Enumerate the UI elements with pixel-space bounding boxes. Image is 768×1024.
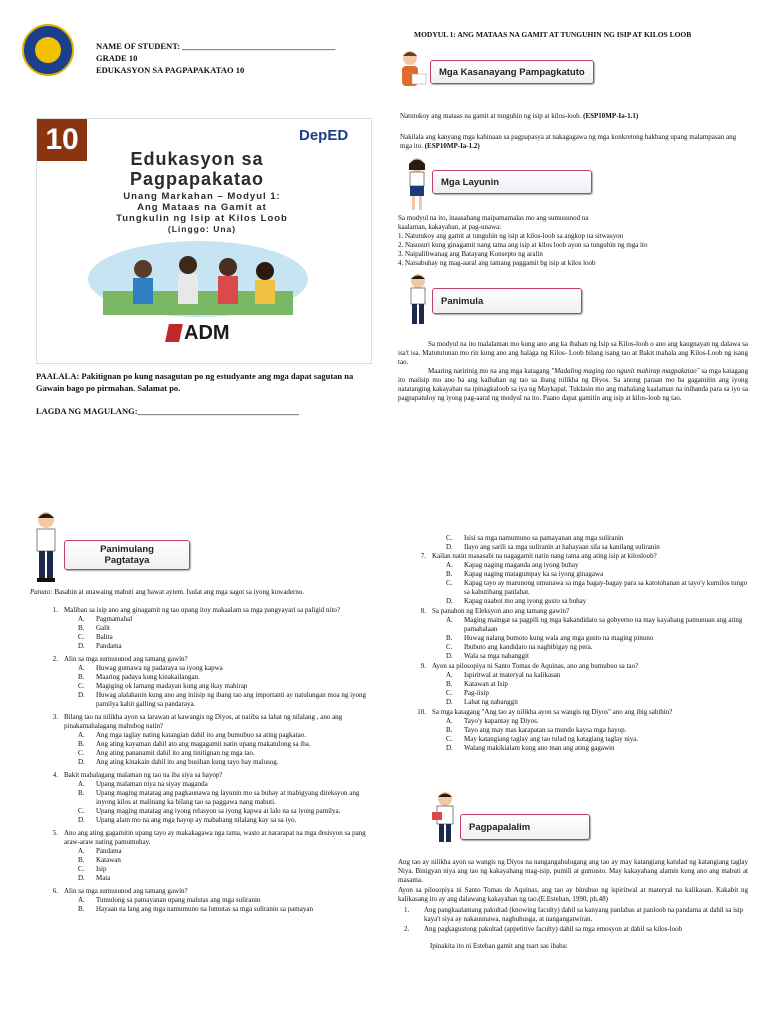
panimula-p2-quote: "Madaling maging tao ngunit mahirap magpakatao"	[551, 367, 700, 375]
quiz-option[interactable]	[412, 717, 748, 726]
student-figure-icon	[30, 510, 62, 584]
quiz-option[interactable]	[46, 749, 371, 758]
quiz-option[interactable]	[412, 744, 748, 753]
quiz-option-letter: C.	[78, 865, 85, 873]
quiz-question-text: Alin sa mga sumusunod ang tamang gawin?	[64, 655, 188, 663]
quiz-option-text: Pandama	[96, 847, 122, 855]
pagpapalalim-list-text: Ang pagkagustong pakultad (appetitive faculty) dahil sa mga emosyon at dahil sa kilos-loob	[424, 925, 683, 933]
quiz-questions-right	[412, 552, 748, 754]
quiz-option[interactable]	[46, 780, 371, 789]
quiz-option-letter: A.	[446, 717, 453, 725]
quiz-option-letter: C.	[446, 689, 453, 697]
quiz-option-letter: D.	[446, 652, 453, 660]
quiz-option-text: Huwag gumawa ng padaraya sa iyong kapwa	[96, 664, 223, 672]
quiz-option[interactable]	[46, 740, 371, 749]
quiz-option-letter: C.	[78, 749, 85, 757]
quiz-question	[412, 607, 748, 661]
quiz-option-text: Kapag naging matagumpay ka sa iyong ginagawa	[464, 570, 604, 578]
quiz-option-letter: A.	[446, 671, 453, 679]
writing-person-icon	[398, 48, 428, 94]
quiz-option-letter: B.	[78, 673, 85, 681]
layunin-intro-1: Sa modyul na ito, inaasahang maipamamalas mo ang sumusunod na	[398, 214, 589, 222]
quiz-question-stem	[46, 887, 371, 896]
quiz-question-text: Sa panahon ng Eleksyon ano ang tamang gawin?	[432, 607, 570, 615]
quiz-option-letter: C.	[446, 643, 453, 651]
quiz-option-letter: C.	[446, 534, 453, 542]
quiz-option-text: Ang ating kinakain dahil ito ang busihan kung tayo bay malusog.	[96, 758, 279, 766]
quiz-question-number: 7.	[420, 552, 426, 560]
layunin-section-bar	[432, 170, 592, 194]
quiz-option-text: Wala sa mga nabanggit	[464, 652, 529, 660]
quiz-option-letter: D.	[446, 543, 453, 551]
parent-signature-line[interactable]: LAGDA NG MAGULANG:______________________________________	[36, 406, 300, 416]
module-cover	[36, 118, 372, 364]
quiz-option[interactable]	[46, 905, 371, 914]
quiz-option-letter: B.	[446, 726, 453, 734]
quiz-option[interactable]	[46, 642, 371, 651]
pagtataya-label-2: Pagtataya	[104, 555, 150, 566]
quiz-option[interactable]	[412, 652, 748, 661]
pagpapalalim-list-text: Ang pangkaalamang pakultad (knowing faculty) dahil sa kanyang panlabas at panloob na pandama at dahil sa isip kaya't siya ay nakauunawa, naghuhusga, at nangangatwiran.	[424, 906, 744, 923]
quiz-option-text: Pandama	[96, 642, 122, 650]
pagpapalalim-section-label: Pagpapalalim	[469, 821, 531, 833]
pagpapalalim-paragraph-1: Ang tao ay nilikha ayon sa wangis ng Diyos na nangangahulugang ang tao ay may katangiang katulad ng katangiang taglay Niya. Binigyan niya ang tao ng kakayahang mag-isip, pumili at gumusto. May kakayahang alamin kung ano ang mabuti at masama.	[398, 858, 748, 884]
pagpapalalim-closing: Ipinakita ito ni Esteban gamit ang tsart sas ibaba:	[430, 942, 568, 950]
quiz-question-stem	[412, 708, 748, 717]
quiz-option[interactable]	[46, 758, 371, 767]
quiz-question-stem	[46, 655, 371, 664]
quiz-option-letter: A.	[446, 616, 453, 624]
quiz-option-text: Ibubuto ang kandidato na nagbibigay ng pera.	[464, 643, 593, 651]
quiz-option-text: Upang maging matatag ang pagkaunawa ng layunin mo sa buhay at mabigyang direksyon ang inyong kilos at malinang ka bilang tao sa paggawa nang mabuti.	[96, 789, 360, 806]
quiz-question-stem	[412, 552, 748, 561]
quiz-question-text: Sa mga katagang "Ang tao ay nilikha ayon sa wangis ng Diyos" ano ang ibig sabihin?	[432, 708, 673, 716]
quiz-option-letter: D.	[78, 758, 85, 766]
student-name-field[interactable]: NAME OF STUDENT: ____________________________________	[96, 41, 336, 51]
quiz-option-text: Walang makikialam kung ano man ang ating gagawin	[464, 744, 615, 752]
quiz-option[interactable]	[46, 691, 371, 709]
quiz-option[interactable]	[46, 847, 371, 856]
layunin-item-2: 2. Nasusuri kung ginagamit nang tama ang isip at kilos loob ayon sa tunguhin ng mga ito	[398, 241, 648, 249]
panuto-text: Basahin at unawaing mabuti ang bawat aytem. Isulat ang mga sagot sa iyong kuwaderno.	[54, 588, 305, 596]
quiz-option-text: Balita	[96, 633, 113, 641]
pagpapalalim-list-item	[404, 925, 748, 934]
quiz-question-text: Kailan natin masasabi na nagagamit natin nang tama ang ating isip at kilosloob?	[432, 552, 657, 560]
quiz-option[interactable]	[46, 624, 371, 633]
quiz-option-text: Magiging ok lamang madayan kung ang ikay mahirap	[96, 682, 248, 690]
kasanayan-code-2: (ESP10MP-Ia-1.2)	[424, 142, 480, 150]
deped-logo	[299, 127, 367, 149]
quiz-option-text: Kapag naging maganda ang iyong buhay	[464, 561, 579, 569]
quiz-question-text: Bilang tao na nilikha ayon sa larawan at kawangis ng Diyos, at naiiba sa lahat ng nilalang , ano ang pinakamahalagang mahubog natin?	[64, 713, 343, 730]
quiz-question-number: 2.	[52, 655, 58, 663]
layunin-block	[398, 214, 748, 268]
kasanayan-section-bar	[430, 60, 594, 84]
quiz-question	[412, 708, 748, 753]
quiz-option[interactable]	[446, 543, 746, 552]
layunin-item-1: 1. Natutukoy ang gamit at tunguhin ng isip at kilos-loob sa angkop na sitwasyon	[398, 232, 624, 240]
quiz-option-letter: B.	[78, 789, 85, 797]
quiz-option[interactable]	[412, 616, 748, 634]
quiz-option[interactable]	[412, 726, 748, 735]
quiz-question	[46, 771, 371, 825]
quiz-option-letter: B.	[78, 624, 85, 632]
quiz-question	[46, 655, 371, 709]
quiz-option-letter: B.	[78, 905, 85, 913]
quiz-question-text: Bakit mahalagang malaman ng tao na iba siya sa hayop?	[64, 771, 223, 779]
quiz-option[interactable]	[46, 856, 371, 865]
pagpapalalim-section-bar	[460, 814, 590, 840]
quiz-option[interactable]	[412, 698, 748, 707]
quiz-option[interactable]	[46, 896, 371, 905]
kasanayan-item-2	[400, 133, 745, 151]
quiz-option-letter: D.	[78, 691, 85, 699]
pagpapalalim-paragraph-2: Ayon sa pilosopiya ni Santo Tomas de Aquinas, ang tao ay binubuo ng ispiritwal at materyal na kalikasan. Kakabit ng kalikasang ito ay ang dalawang kakayahan ng tao.(E.Esteban, 1990, ph.48)	[398, 886, 748, 903]
cover-subtitle-3: Tungkulin ng Isip at Kilos Loob	[116, 213, 288, 224]
quiz-option-letter: A.	[78, 847, 85, 855]
quiz-question-text: Ano ang ating gagamitin upang tayo ay makakagawa nga tama, wasto at nararapat na mga desisyon sa pang araw-araw nating pamumuhay.	[64, 829, 366, 846]
adm-logo-text: ADM	[184, 321, 230, 344]
quiz-question	[412, 662, 748, 707]
adm-logo	[167, 315, 247, 351]
quiz-option[interactable]	[46, 682, 371, 691]
quiz-option[interactable]	[46, 865, 371, 874]
quiz-question	[46, 829, 371, 883]
quiz-questions-left	[46, 606, 371, 918]
panimula-paragraph-1: Sa modyul na ito malalaman mo kung ano ang ka ibahan ng Isip sa Kilos-loob o ano ang kaugnayan ng dalawa sa isa't isa. Matututunan mo rin kung ano ang halaga ng Kilos- Loob bilang isang tao at Bakit mahala ang Kilos-Loob ng isang tao.	[398, 340, 748, 366]
quiz-option-text: Ang mga taglay nating katangian dahil ito ang bumubuo sa ating pagkatao.	[96, 731, 306, 739]
quiz-question	[46, 887, 371, 914]
layunin-item-4: 4. Naisabuhay ng mag-aaral ang tamang paggamit bg isip at kilos loob	[398, 259, 596, 267]
cover-illustration	[83, 239, 313, 319]
panimula-paragraph-2	[398, 367, 748, 403]
quiz-option-letter: C.	[446, 579, 453, 587]
quiz-option-letter: A.	[78, 731, 85, 739]
quiz-option-text: Pag-iisip	[464, 689, 489, 697]
kasanayan-text-1: Natutukoy ang mataas na gamit at tunguhin ng isip at kilos-loob.	[400, 112, 582, 120]
university-seal-icon	[22, 24, 74, 76]
quiz-question-stem	[412, 607, 748, 616]
panimula-p2-lead: Maaring naririnig mo na ang mga katagang	[428, 367, 550, 375]
quiz-option[interactable]	[46, 615, 371, 624]
quiz-option-text: Katawan	[96, 856, 121, 864]
quiz-option[interactable]	[46, 633, 371, 642]
quiz-option-letter: C.	[78, 682, 85, 690]
quiz-option-letter: B.	[446, 570, 453, 578]
pagtataya-section-bar	[64, 540, 190, 570]
quiz-option[interactable]	[412, 671, 748, 680]
quiz-option[interactable]	[412, 561, 748, 570]
quiz-option-text: Upang malaman niya na siyay maganda	[96, 780, 208, 788]
quiz-option-text: Lahat ng nabanggit	[464, 698, 519, 706]
quiz-option-text: Ispiritwal at materyal na kalikasan	[464, 671, 561, 679]
panuto-label: Panuto:	[30, 588, 53, 596]
quiz-option[interactable]	[412, 634, 748, 643]
quiz-option[interactable]	[46, 874, 371, 883]
cover-subtitle-4: (Linggo: Una)	[167, 224, 237, 234]
quiz-option[interactable]	[46, 664, 371, 673]
quiz-option-letter: A.	[78, 615, 85, 623]
quiz-question-text: Alin sa mga sumusunod ang tamang gawin?	[64, 887, 188, 895]
grade-number-badge: 10	[37, 119, 87, 161]
quiz-option-text: Huwag alalahanin kung ano ang iniisip ng ibang tao ang importanti ay natulungan moa ng iyong pamilya kahit galling sa pandaraya.	[96, 691, 367, 708]
quiz-option[interactable]	[412, 643, 748, 652]
quiz-option-text: Upang maging matatag ang iyong relasyon sa iyong kapwa at lalo na sa iyong pamilya.	[96, 807, 341, 815]
quiz-option[interactable]	[46, 789, 371, 807]
quiz-question-number: 6.	[52, 887, 58, 895]
subject-label: EDUKASYON SA PAGPAPAKATAO 10	[96, 65, 245, 75]
quiz-option[interactable]	[412, 597, 748, 606]
quiz-option-text: Isisi sa mga namumuno sa pamayanan ang mga suliranin	[464, 534, 624, 542]
quiz-option-letter: C.	[78, 807, 85, 815]
quiz-option-text: Tayo'y kapantay ng Diyos.	[464, 717, 539, 725]
quiz-question-number: 4.	[52, 771, 58, 779]
quiz-option-text: Tumulong sa pamayanan upang malutas ang mga suliranin	[96, 896, 261, 904]
quiz-option-letter: D.	[446, 597, 453, 605]
panimula-section-bar	[432, 288, 582, 314]
quiz-option[interactable]	[412, 689, 748, 698]
quiz-option-text: Mata	[96, 874, 111, 882]
quiz-option[interactable]	[46, 816, 371, 825]
panimula-section-label: Panimula	[441, 295, 484, 307]
quiz-option-letter: D.	[446, 744, 453, 752]
quiz-question-stem	[46, 606, 371, 615]
quiz-question-stem	[412, 662, 748, 671]
quiz-option[interactable]	[46, 807, 371, 816]
quiz-option-text: Upang alam mo na ang mga hayop ay mababang nilalang kay sa sa iyo.	[96, 816, 297, 824]
quiz-question-text: Maliban sa isip ano ang ginagamit ng tao upang itoy makaalam sa mga pangyayari sa paligid nito?	[64, 606, 341, 614]
quiz-option[interactable]	[46, 731, 371, 740]
quiz-option-text: Katawan at Isip	[464, 680, 508, 688]
layunin-item-3: 3. Naipaliliwanag ang Batayang Konsepto ng aralin	[398, 250, 543, 258]
quiz-question-number: 3.	[52, 713, 58, 721]
quiz-question-stem	[46, 771, 371, 780]
quiz-question	[412, 552, 748, 606]
layunin-intro-2: kaalaman, kakayahan, at pag-unawa:	[398, 223, 502, 231]
quiz-question-stem	[46, 713, 371, 731]
quiz-option-letter: D.	[446, 698, 453, 706]
quiz-option-text: Ilayo ang sarili sa mga suliranin at hahayaan sila sa kanilang suliranin	[464, 543, 660, 551]
quiz-option-letter: B.	[446, 680, 453, 688]
quiz-question-6-continued	[446, 534, 746, 552]
quiz-option-letter: A.	[446, 561, 453, 569]
pagpapalalim-list-number: 2.	[404, 925, 410, 933]
cover-title-1: Edukasyon sa	[130, 149, 264, 169]
quiz-option-text: Kapag tayo ay marunong umunawa sa mga bagay-bagay para sa katotohanan at tayo'y kumilos tungo sa kabutihang panlahat.	[464, 579, 748, 596]
quiz-option-text: Ang ating kayaman dahil ato ang magagamit natin upang makatulong sa iba.	[96, 740, 311, 748]
quiz-option[interactable]	[412, 570, 748, 579]
quiz-question-number: 1.	[52, 606, 58, 614]
quiz-question-number: 5.	[52, 829, 58, 837]
quiz-option-letter: C.	[78, 633, 85, 641]
quiz-question-number: 9.	[420, 662, 426, 670]
quiz-option-letter: D.	[78, 874, 85, 882]
quiz-option-letter: D.	[78, 816, 85, 824]
quiz-option[interactable]	[46, 673, 371, 682]
quiz-option-text: Ang ating pananamit dahil ito ang tinitignan ng mga tao.	[96, 749, 255, 757]
boy-figure-icon	[404, 272, 432, 328]
quiz-option-letter: B.	[78, 856, 85, 864]
panimula-p2-body: sa mga katagang ito maiisip mo ano ba ang kaibahan ng tao sa ibang nilikha ng Diyos. Sa anong paraan mo ba gagamitin ang iyong natatanging kakayahan na ipinagkaloob sa iya ng Maykapal. Tuklasin mo ang mahalang kaalaman na inihanda para sa iyo sa pagpapatuloy ng iyong pag-aaral ng modyul na ito. Paano dapat gamitin ang isip at kilos-loob ng tao.	[398, 367, 749, 402]
quiz-question-text: Ayon sa pilosopiya ni Santo Tomas de Aquinas, ano ang bumubuo sa tao?	[432, 662, 639, 670]
paalala-note: PAALALA: Pakitignan po kung nasagutan po ng estudyante ang mga dapat sagutan na Gawain bago po pirmahan. Salamat po.	[36, 371, 354, 393]
student-reading-icon	[430, 790, 460, 844]
kasanayan-section-label: Mga Kasanayang Pampagkatuto	[439, 66, 585, 78]
cover-subtitle-2: Ang Mataas na Gamit at	[137, 202, 267, 213]
quiz-option-text: Galit	[96, 624, 110, 632]
quiz-option[interactable]	[412, 735, 748, 744]
quiz-question-number: 8.	[420, 607, 426, 615]
adm-logo-icon	[165, 324, 183, 342]
pagpapalalim-list-item	[404, 906, 748, 924]
quiz-option[interactable]	[446, 534, 746, 543]
quiz-question-stem	[46, 829, 371, 847]
quiz-option-text: Hayaan na lang ang mga namumuno na lumutas sa mga suliranin sa pamayan	[96, 905, 313, 913]
quiz-option-text: Maging maingat sa pagpili ng mga kakandidato sa gobyerno na may kayahang pamunuan ang ating pamahalaan	[464, 616, 743, 633]
quiz-option-text: Maaring padaya kung kinakailangan.	[96, 673, 200, 681]
kasanayan-item-1	[400, 112, 745, 121]
quiz-option-text: Huwag nalang bumoto kung wala ang mga gusto na maging pinuno	[464, 634, 654, 642]
quiz-option-text: Isip	[96, 865, 107, 873]
pagtataya-label-1: Panimulang	[100, 544, 154, 555]
panuto-instructions	[30, 588, 380, 597]
pagpapalalim-list-number: 1.	[404, 906, 410, 914]
student-header	[96, 40, 335, 76]
quiz-option[interactable]	[412, 680, 748, 689]
deped-logo-text: DepED	[299, 127, 349, 144]
layunin-section-label: Mga Layunin	[441, 176, 500, 188]
grade-label: GRADE 10	[96, 53, 138, 63]
quiz-option-letter: A.	[78, 780, 85, 788]
quiz-option-letter: A.	[78, 664, 85, 672]
quiz-question-number: 10.	[417, 708, 426, 716]
quiz-option-letter: D.	[78, 642, 85, 650]
quiz-option-letter: C.	[446, 735, 453, 743]
quiz-question	[46, 606, 371, 651]
quiz-option[interactable]	[412, 579, 748, 597]
quiz-option-letter: B.	[446, 634, 453, 642]
quiz-option-text: Pagmamahal	[96, 615, 133, 623]
girl-figure-icon	[402, 156, 432, 212]
quiz-option-text: Kapag naabot mo ang iyong gusto sa buhay	[464, 597, 587, 605]
module-title: MODYUL 1: ANG MATAAS NA GAMIT AT TUNGUHIN NG ISIP AT KILOS LOOB	[414, 30, 692, 39]
kasanayan-text-2: Nakilala ang kanyang mga kahinaan sa pagpapasya at nakagagawa ng mga konkretong hakbang upang malampasan ang mga ito.	[400, 133, 737, 150]
cover-title-2: Pagpapakatao	[129, 169, 265, 189]
cover-subtitle-1: Unang Markahan – Modyul 1:	[123, 191, 281, 202]
kasanayan-code-1: (ESP10MP-Ia-1.1)	[583, 112, 639, 120]
quiz-question	[46, 713, 371, 767]
pagpapalalim-list	[404, 906, 748, 935]
quiz-option-text: Tayo ang may mas karapatan sa mundo kaysa mga hayop.	[464, 726, 627, 734]
quiz-option-letter: B.	[78, 740, 85, 748]
quiz-option-letter: A.	[78, 896, 85, 904]
quiz-option-text: May katangiang taglay ang tao tulad ng katagiang taglay niya.	[464, 735, 639, 743]
